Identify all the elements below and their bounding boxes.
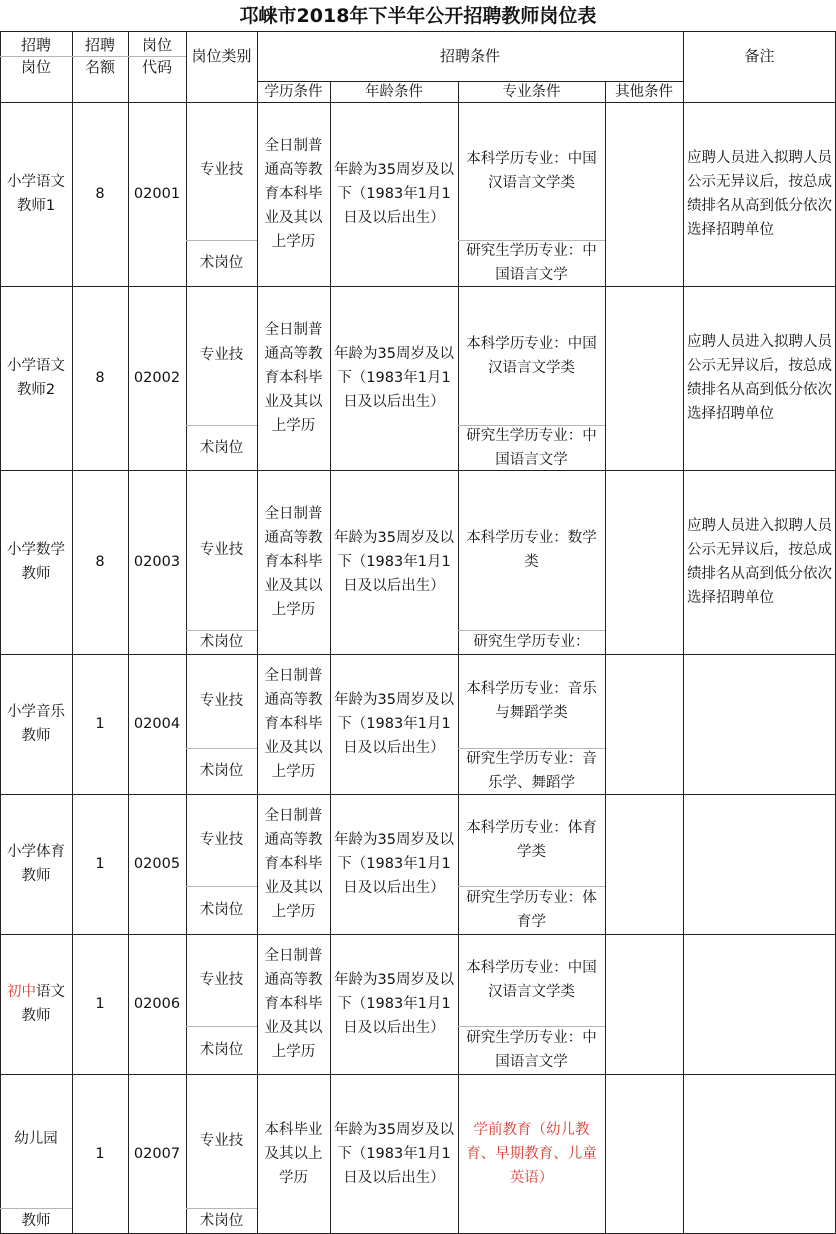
grid-line — [0, 31, 836, 32]
post-code: 02002 — [133, 370, 181, 386]
other-condition — [605, 286, 683, 470]
grid-line — [330, 81, 331, 1234]
grid-subline — [186, 1026, 257, 1027]
post-name: 小学音乐教师 — [7, 704, 65, 744]
grid-line — [0, 31, 1, 1234]
other-condition — [605, 102, 683, 286]
grid-subline — [0, 56, 72, 57]
quota: 8 — [95, 554, 105, 570]
major-red: 学前教育（幼儿教育、早期教育、儿童英语） — [466, 1122, 597, 1186]
remark: 应聘人员进入拟聘人员公示无异议后，按总成绩排名从高到低分依次选择招聘单位 — [687, 518, 832, 606]
header-quota: 招聘名额 — [84, 36, 115, 76]
education: 全日制普通高等教育本科毕业及其以上学历 — [264, 668, 323, 780]
grid-subline — [458, 240, 605, 241]
post-name: 小学语文教师1 — [7, 174, 65, 214]
post-code: 02003 — [133, 554, 181, 570]
major-top: 本科学历专业：体育学类 — [466, 820, 597, 860]
post-type-top: 专业技 — [199, 347, 244, 363]
post-type-bottom: 术岗位 — [199, 634, 244, 650]
grid-line — [257, 31, 258, 1234]
post-code: 02007 — [133, 1146, 181, 1162]
quota: 1 — [95, 716, 105, 732]
header-post-name: 招聘岗位 — [20, 36, 51, 76]
post-name: 幼儿园 — [14, 1131, 58, 1147]
post-code: 02005 — [133, 856, 181, 872]
grid-subline — [458, 425, 605, 426]
remark — [683, 654, 836, 794]
major-bottom: 研究生学历专业：中国语言文学 — [466, 243, 597, 283]
grid-subline — [186, 1208, 257, 1209]
age: 年龄为35周岁及以下（1983年1月1日及以后出生） — [334, 692, 454, 756]
post-type-bottom: 术岗位 — [199, 763, 244, 779]
remark: 应聘人员进入拟聘人员公示无异议后，按总成绩排名从高到低分依次选择招聘单位 — [687, 334, 832, 422]
header-post-type: 岗位类别 — [191, 47, 252, 65]
grid-subline — [72, 56, 186, 57]
post-type-top: 专业技 — [199, 1133, 244, 1149]
post-code: 02006 — [133, 996, 181, 1012]
page-title: 邛崃市2018年下半年公开招聘教师岗位表 — [239, 4, 597, 27]
quota: 1 — [95, 856, 105, 872]
grid-line — [257, 81, 683, 82]
grid-subline — [0, 1208, 72, 1209]
grid-line — [0, 102, 836, 103]
grid-line — [0, 470, 836, 471]
major-bottom: 研究生学历专业：中国语言文学 — [466, 1030, 597, 1070]
grid-subline — [186, 886, 257, 887]
post-type-top: 专业技 — [199, 832, 244, 848]
post-name: 小学数学教师 — [7, 542, 65, 582]
grid-line — [0, 286, 836, 287]
post-name: 初中语文教师 — [7, 984, 65, 1024]
education: 全日制普通高等教育本科毕业及其以上学历 — [264, 948, 323, 1060]
post-name: 小学语文教师2 — [7, 358, 65, 398]
quota: 8 — [95, 370, 105, 386]
major-top: 本科学历专业：中国汉语言文学类 — [466, 151, 597, 191]
age: 年龄为35周岁及以下（1983年1月1日及以后出生） — [334, 162, 454, 226]
post-type-top: 专业技 — [199, 162, 244, 178]
education: 全日制普通高等教育本科毕业及其以上学历 — [264, 506, 323, 618]
education: 全日制普通高等教育本科毕业及其以上学历 — [264, 322, 323, 434]
education: 全日制普通高等教育本科毕业及其以上学历 — [264, 808, 323, 920]
post-type-top: 专业技 — [199, 542, 244, 558]
post-type-top: 专业技 — [199, 693, 244, 709]
header-age: 年龄条件 — [365, 83, 423, 100]
major-top: 本科学历专业：中国汉语言文学类 — [466, 960, 597, 1000]
header-conditions: 招聘条件 — [439, 47, 500, 65]
education: 本科毕业及其以上学历 — [264, 1122, 323, 1186]
grid-line — [72, 31, 73, 1234]
grid-subline — [458, 748, 605, 749]
grid-subline — [186, 748, 257, 749]
major-bottom: 研究生学历专业：体育学 — [466, 890, 597, 930]
major-bottom: 研究生学历专业： — [473, 634, 590, 650]
grid-subline — [186, 425, 257, 426]
post-name-bottom: 教师 — [21, 1213, 51, 1229]
major-bottom: 研究生学历专业：音乐学、舞蹈学 — [466, 751, 597, 791]
post-type-bottom: 术岗位 — [199, 255, 244, 271]
remark — [683, 1074, 836, 1234]
major-top: 本科学历专业：音乐与舞蹈学类 — [466, 681, 597, 721]
post-code: 02004 — [133, 716, 181, 732]
grid-line — [0, 1074, 836, 1075]
grid-subline — [458, 886, 605, 887]
post-type-bottom: 术岗位 — [199, 902, 244, 918]
post-code: 02001 — [133, 186, 181, 202]
major-top: 本科学历专业：中国汉语言文学类 — [466, 335, 597, 376]
education: 全日制普通高等教育本科毕业及其以上学历 — [264, 138, 323, 250]
grid-line — [0, 934, 836, 935]
remark — [683, 794, 836, 934]
post-type-bottom: 术岗位 — [199, 1213, 244, 1229]
other-condition — [605, 470, 683, 654]
age: 年龄为35周岁及以下（1983年1月1日及以后出生） — [334, 1122, 454, 1186]
remark: 应聘人员进入拟聘人员公示无异议后，按总成绩排名从高到低分依次选择招聘单位 — [687, 150, 832, 238]
grid-subline — [186, 240, 257, 241]
major-top: 本科学历专业：数学类 — [466, 530, 597, 570]
age: 年龄为35周岁及以下（1983年1月1日及以后出生） — [334, 972, 454, 1036]
header-other: 其他条件 — [615, 83, 673, 100]
age: 年龄为35周岁及以下（1983年1月1日及以后出生） — [334, 832, 454, 896]
header-post-code: 岗位代码 — [141, 36, 172, 76]
post-name: 小学体育教师 — [7, 844, 65, 884]
remark — [683, 934, 836, 1074]
major-bottom: 研究生学历专业：中国语言文学 — [466, 427, 597, 468]
grid-subline — [186, 630, 257, 631]
grid-line — [605, 81, 606, 1234]
other-condition — [605, 1074, 683, 1234]
header-major: 专业条件 — [502, 83, 561, 100]
post-type-bottom: 术岗位 — [199, 439, 244, 456]
header-education: 学历条件 — [264, 83, 323, 100]
grid-line — [458, 81, 459, 1234]
grid-subline — [458, 630, 605, 631]
quota: 1 — [95, 1146, 105, 1162]
quota: 1 — [95, 996, 105, 1012]
grid-line — [128, 31, 129, 1234]
grid-line — [0, 794, 836, 795]
post-type-bottom: 术岗位 — [199, 1042, 244, 1058]
other-condition — [605, 794, 683, 934]
other-condition — [605, 934, 683, 1074]
header-remarks: 备注 — [744, 47, 775, 65]
age: 年龄为35周岁及以下（1983年1月1日及以后出生） — [334, 346, 454, 410]
other-condition — [605, 654, 683, 794]
grid-line — [186, 31, 187, 1234]
grid-line — [683, 31, 684, 1234]
age: 年龄为35周岁及以下（1983年1月1日及以后出生） — [334, 530, 454, 594]
grid-subline — [458, 1026, 605, 1027]
quota: 8 — [95, 186, 105, 202]
post-type-top: 专业技 — [199, 972, 244, 988]
grid-line — [0, 654, 836, 655]
